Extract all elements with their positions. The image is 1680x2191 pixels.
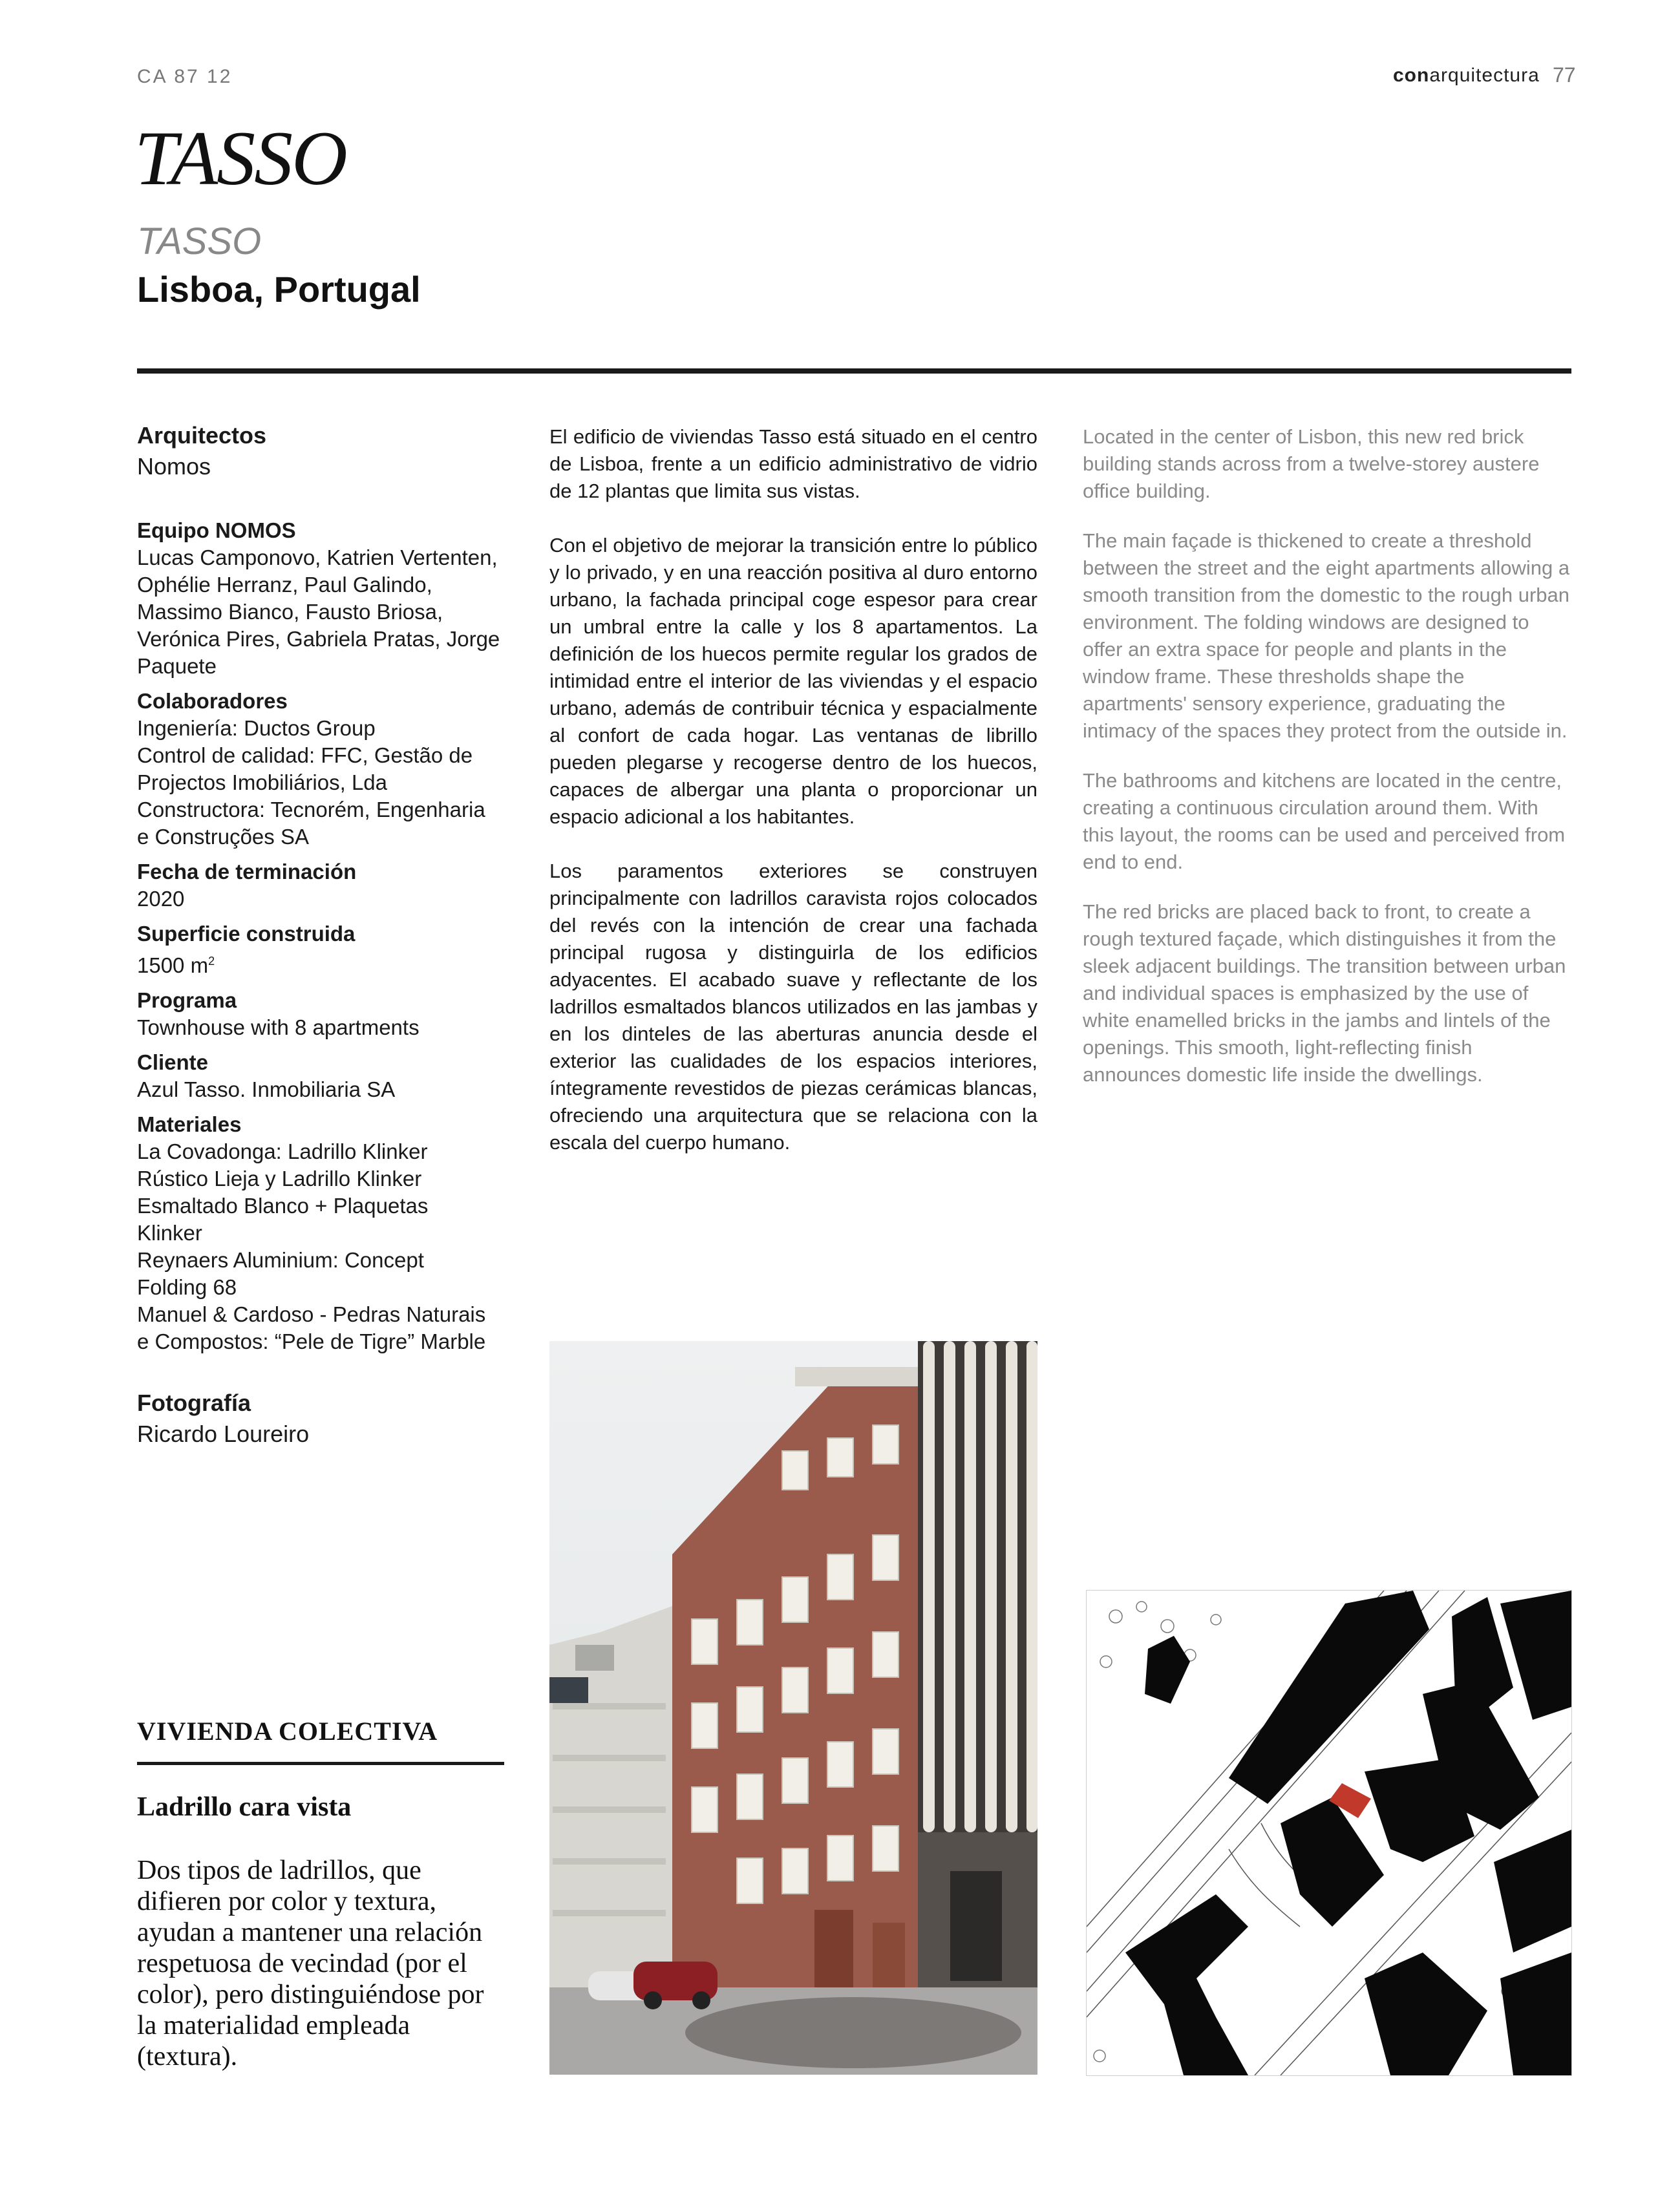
paragraph-en: The main façade is thickened to create a threshold between the street and the eight apartments allowing a smooth transition from the domestic to the rough urban environment. The folding windows are designed to offer an extra space for people and plants in the window frame. These thresholds shape the apartments' sensory experience, graduating the intimacy of the spaces they protect from the outside in.	[1083, 529, 1570, 742]
materials-line: Reynaers Aluminium: Concept	[137, 1248, 424, 1272]
collab-label: Colaboradores	[137, 689, 288, 713]
paragraph-en: The red bricks are placed back to front, to create a rough textured façade, which distinguishes it from the sleek adjacent buildings. The transition between urban and individual spaces is emphasized by the use of white enamelled bricks in the jambs and lintels of the openings. This smooth, light-reflecting finish announces domestic life inside the dwellings.	[1083, 900, 1566, 1086]
completion-label: Fecha de terminación	[137, 860, 357, 884]
collab-line: e Construções SA	[137, 825, 309, 849]
client-value: Azul Tasso. Inmobiliaria SA	[137, 1077, 396, 1101]
paragraph-es: El edificio de viviendas Tasso está situado en el centro de Lisboa, frente a un edificio administrativo de vidrio de 12 plantas que limita sus vistas.	[549, 425, 1037, 502]
architects-value: Nomos	[137, 453, 211, 480]
team-line: Massimo Bianco, Fausto Briosa,	[137, 600, 443, 624]
project-subtitle: TASSO	[137, 220, 262, 262]
program-value: Townhouse with 8 apartments	[137, 1015, 420, 1039]
project-title: TASSO	[134, 115, 346, 201]
site-plan	[1086, 1590, 1572, 2076]
photo-label: Fotografía	[137, 1390, 251, 1416]
team-line: Ophélie Herranz, Paul Galindo,	[137, 573, 432, 597]
materials-line: e Compostos: “Pele de Tigre” Marble	[137, 1329, 486, 1353]
paragraph-en: Located in the center of Lisbon, this new red brick building stands across from a twelve-storey austere office building.	[1083, 425, 1540, 502]
photo-value: Ricardo Loureiro	[137, 1421, 310, 1447]
materials-line: Esmaltado Blanco + Plaquetas	[137, 1194, 429, 1218]
materials-line: Folding 68	[137, 1275, 237, 1299]
materials-label: Materiales	[137, 1112, 242, 1136]
team-line: Paquete	[137, 654, 217, 678]
paragraph-es: Con el objetivo de mejorar la transición entre lo público y lo privado, y en una reacción positiva al duro entorno urbano, la fachada principal coge espesor para crear un umbral entre la calle y los 8 apartamentos. La definición de los huecos permite regular los grados de intimidad entre el interior de las viviendas y el espacio urbano, además de contribuir técnica y espacialmente al confort de cada hogar. Las ventanas de librillo pueden plegarse y recogerse dentro de los huecos, capaces de albergar una planta o proporcionar un espacio adicional a los habitantes.	[549, 534, 1037, 828]
program-label: Programa	[137, 988, 237, 1012]
text-column-en	[1083, 423, 1574, 1111]
architects-label: Arquitectos	[137, 422, 267, 449]
credits-column	[137, 420, 512, 1450]
category-text: Dos tipos de ladrillos, que difieren por color y textura, ayudan a mantener una relación respetuosa de vecindad (por el color), pero distinguiéndose por la materialidad empleada (textura).	[137, 1856, 484, 2071]
collab-line: Ingeniería: Ductos Group	[137, 716, 376, 740]
materials-line: La Covadonga: Ladrillo Klinker	[137, 1139, 428, 1163]
page-number: 77	[1553, 63, 1576, 87]
collab-line: Constructora: Tecnorém, Engenharia	[137, 798, 485, 821]
page-code: CA 87 12	[137, 66, 233, 87]
collab-line: Projectos Imobiliários, Lda	[137, 770, 388, 794]
category-subtitle: Ladrillo cara vista	[137, 1792, 352, 1822]
completion-value: 2020	[137, 887, 185, 911]
paragraph-en: The bathrooms and kitchens are located in the centre, creating a continuous circulation around them. With this layout, the rooms can be used and perceived from end to end.	[1083, 769, 1566, 873]
team-label: Equipo NOMOS	[137, 518, 296, 542]
category-title: VIVIENDA COLECTIVA	[137, 1717, 438, 1746]
area-value: 1500 $m^2$	[137, 953, 215, 977]
materials-line: Rústico Lieja y Ladrillo Klinker	[137, 1167, 422, 1191]
client-label: Cliente	[137, 1050, 209, 1074]
building-photo	[549, 1341, 1037, 2075]
magazine-brand: conarquitectura	[1393, 65, 1540, 86]
materials-line: Manuel & Cardoso - Pedras Naturais	[137, 1302, 486, 1326]
text-column-es	[549, 423, 1037, 1183]
paragraph-es: Los paramentos exteriores se construyen principalmente con ladrillos caravista rojos colocados del revés con la intención de crear una fachada principal rugosa y distinguirla de los edificios adyacentes. El acabado suave y reflectante de los ladrillos esmaltados blancos utilizados en las jambas y en los dinteles de las aberturas anuncia desde el exterior las cualidades de los espacios interiores, íntegramente revestidos de piezas cerámicas blancas, ofreciendo una arquitectura que se relaciona con la escala del cuerpo humano.	[549, 860, 1037, 1154]
collab-line: Control de calidad: FFC, Gestão de	[137, 743, 473, 767]
team-line: Verónica Pires, Gabriela Pratas, Jorge	[137, 627, 500, 651]
area-label: Superficie construida	[137, 922, 356, 946]
project-location: Lisboa, Portugal	[137, 269, 421, 310]
team-line: Lucas Camponovo, Katrien Vertenten,	[137, 545, 498, 569]
materials-line: Klinker	[137, 1221, 202, 1245]
title-divider	[137, 368, 1571, 374]
category-divider	[137, 1762, 504, 1765]
